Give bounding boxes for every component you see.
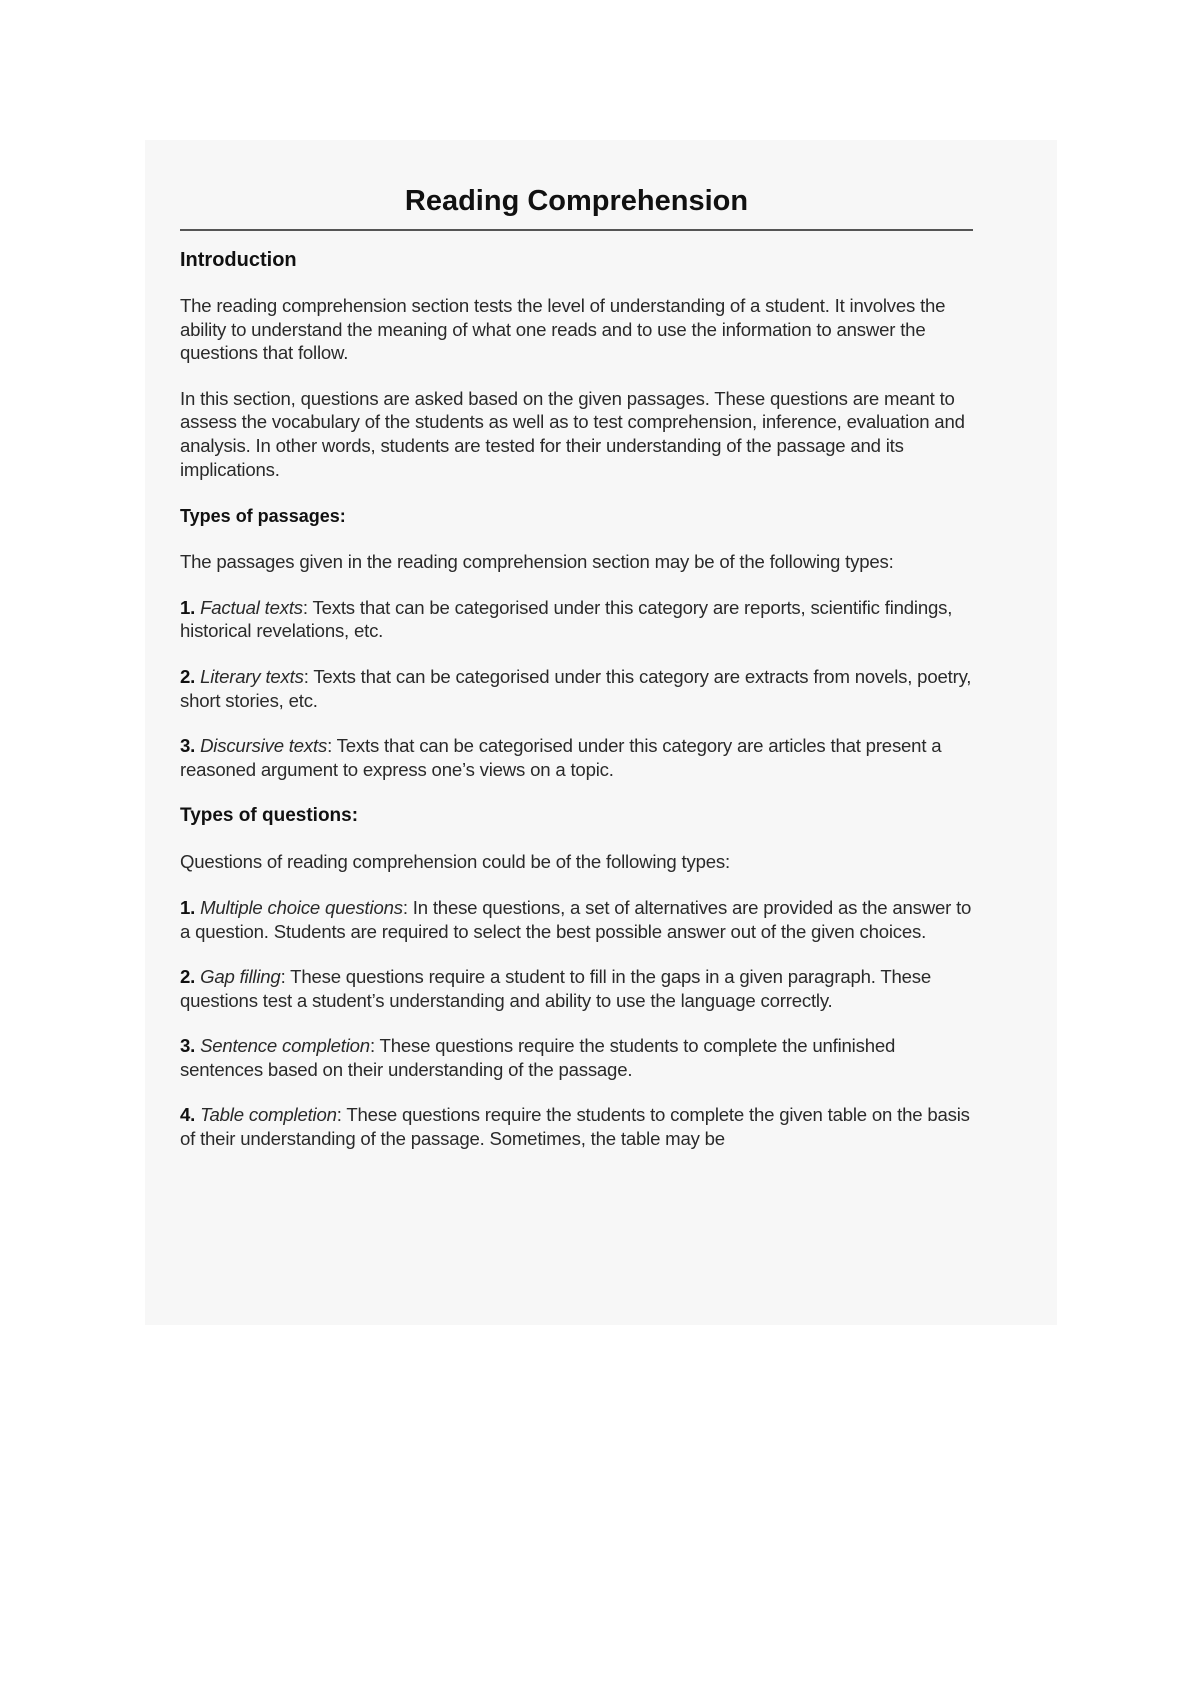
passage-type-item [180, 596, 973, 643]
item-term: Sentence completion [200, 1035, 370, 1057]
title-divider [180, 229, 973, 231]
introduction-paragraph-1: The reading comprehension section tests the level of understanding of a student. It involves the ability to understand the meaning of what one reads and to use the information to answer the questions that follow. [180, 295, 946, 364]
item-number: 2. [180, 966, 196, 988]
item-term: Table completion [200, 1104, 337, 1126]
page-title: Reading Comprehension [404, 185, 749, 217]
item-number: 1. [180, 896, 196, 918]
item-term: Literary texts [200, 665, 304, 687]
question-type-item [180, 1034, 973, 1081]
item-number: 1. [180, 596, 196, 618]
item-text: : In these questions, a set of alternatives are provided as the answer to a question. Students are required to select the best possible answer out of the given choices. [180, 896, 972, 942]
item-text: : Texts that can be categorised under this category are extracts from novels, poetry, short stories, etc. [180, 665, 972, 711]
item-term: Factual texts [200, 596, 303, 618]
question-type-item [180, 965, 973, 1012]
item-number: 3. [180, 1035, 196, 1057]
item-term: Discursive texts [200, 735, 328, 757]
item-text: : Texts that can be categorised under this category are reports, scientific findings, historical revelations, etc. [180, 596, 953, 642]
item-number: 2. [180, 665, 196, 687]
item-term: Gap filling [200, 966, 281, 988]
item-term: Multiple choice questions [200, 896, 403, 918]
item-text: : These questions require the students to complete the unfinished sentences based on their understanding of the passage. [180, 1035, 896, 1080]
item-number: 4. [180, 1104, 196, 1126]
question-type-item [180, 1103, 973, 1150]
item-text: : These questions require a student to fill in the gaps in a given paragraph. These questions test a student’s understanding and ability to use the language correctly. [180, 966, 932, 1011]
questions-heading: Types of questions: [180, 805, 359, 827]
passages-heading: Types of passages: [180, 506, 346, 527]
question-type-item [180, 896, 973, 943]
introduction-heading: Introduction [180, 249, 297, 271]
questions-intro: Questions of reading comprehension could be of the following types: [180, 851, 730, 873]
passage-type-item [180, 665, 973, 712]
item-text: : These questions require the students to complete the given table on the basis of their understanding of the passage. Sometimes, the table may be [180, 1104, 970, 1150]
passages-intro: The passages given in the reading comprehension section may be of the following types: [180, 551, 894, 573]
passage-type-item [180, 734, 973, 781]
document [180, 183, 973, 1151]
item-number: 3. [180, 735, 196, 757]
item-text: : Texts that can be categorised under this category are articles that present a reasoned argument to express one’s views on a topic. [180, 735, 942, 780]
introduction-paragraph-2: In this section, questions are asked based on the given passages. These questions are meant to assess the vocabulary of the students as well as to test comprehension, inference, evaluation and analysis. In other words, students are tested for their understanding of the passage and its implications. [180, 387, 965, 480]
